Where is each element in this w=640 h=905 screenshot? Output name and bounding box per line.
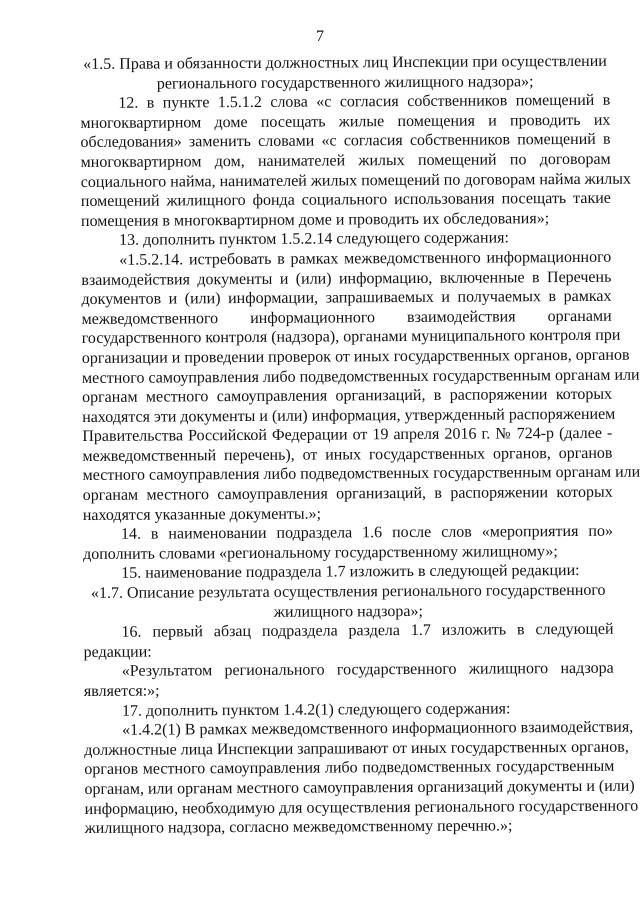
text-line: 14. в наименовании подраздела 1.6 после слов «мероприятия по» [120, 523, 613, 544]
text-line: местного самоуправления либо подведомственных государственным органам или [82, 464, 640, 485]
text-line: «1.4.2(1) В рамках межведомственного информационного взаимодействия, [122, 718, 634, 739]
text-line: находятся указанные документы.»; [82, 505, 322, 524]
page-number: 7 [316, 28, 324, 45]
text-line: помещений жилищного фонда социального использования посещать такие [80, 189, 611, 211]
text-line: «1.5.2.14. истребовать в рамках межведомственного информационного [119, 248, 612, 269]
text-line: редакции: [83, 643, 152, 661]
text-line: взаимодействия документы и (или) информацию, включенные в Перечень [81, 268, 612, 289]
text-line: 13. дополнить пунктом 1.5.2.14 следующего содержания: [119, 229, 509, 250]
text-line: обследования» заменить словами «с согласия собственников помещений в [80, 131, 611, 152]
text-line: многоквартирном доме посещать жилые помещения и проводить их [80, 111, 611, 132]
text-line: документов и (или) информации, запрашиваемых и получаемых в рамках [81, 287, 612, 309]
text-line: местного самоуправления либо подведомственных государственным органам или [81, 366, 640, 387]
document-body [80, 52, 640, 839]
text-line: социального найма, нанимателей жилых помещений по договорам найма жилых [80, 170, 632, 191]
text-line: органам местного самоуправления организаций, в распоряжении которых [82, 385, 613, 407]
text-line: 17. дополнить пунктом 1.4.2(1) следующего содержания: [121, 699, 511, 720]
text-line: Правительства Российской Федерации от 19 апреля 2016 г. № 724-р (далее - [82, 425, 613, 446]
text-line: «1.5. Права и обязанности должностных лиц Инспекции при осуществлении [83, 52, 607, 73]
text-line: организации и проведении проверок от иных государственных органов, органов [81, 346, 630, 367]
text-line: органов местного самоуправления либо подведомственных государственным [84, 758, 615, 779]
text-line: находятся эти документы и (или) информация, утвержденный распоряжением [82, 405, 616, 426]
text-line: государственного контроля (надзора), органами муниципального контроля при [81, 327, 621, 348]
text-line: 12. в пункте 1.5.1.2 слова «с согласия собственников помещений в [118, 91, 611, 112]
text-line: жилищного надзора»; [273, 602, 423, 621]
text-line: 16. первый абзац подраздела раздела 1.7 изложить в следующей [121, 620, 614, 641]
text-line: «Результатом регионального государственного жилищного надзора [121, 660, 614, 681]
text-line: межведомственный перечень), от иных государственных органов, органов [82, 444, 613, 465]
text-line: должностные лица Инспекции запрашивают от иных государственных органов, [84, 738, 629, 759]
text-line: 15. наименование подраздела 1.7 изложить в следующей редакции: [121, 562, 580, 583]
text-line: многоквартирном дом, нанимателей жилых помещений по договорам [80, 150, 611, 171]
text-line: является:»; [83, 682, 160, 700]
text-line: межведомственного информационного взаимодействия органами [81, 307, 612, 328]
text-line: органам, или органам местного самоуправления организаций документы и (или) [84, 777, 635, 798]
text-line: «1.7. Описание результата осуществления регионального государственного [90, 581, 606, 602]
text-line: информацию, необходимую для осуществления регионального государственного [84, 797, 639, 818]
text-line: помещения в многоквартирном доме и проводить их обследования»; [80, 209, 550, 230]
text-line: жилищного надзора, согласно межведомственному перечню.»; [84, 817, 513, 838]
text-line: регионального государственного жилищного надзора»; [156, 72, 534, 93]
text-line: органам местного самоуправления организаций, в распоряжении которых [82, 483, 613, 505]
text-line: дополнить словами «региональному государственному жилищному»; [82, 542, 558, 563]
